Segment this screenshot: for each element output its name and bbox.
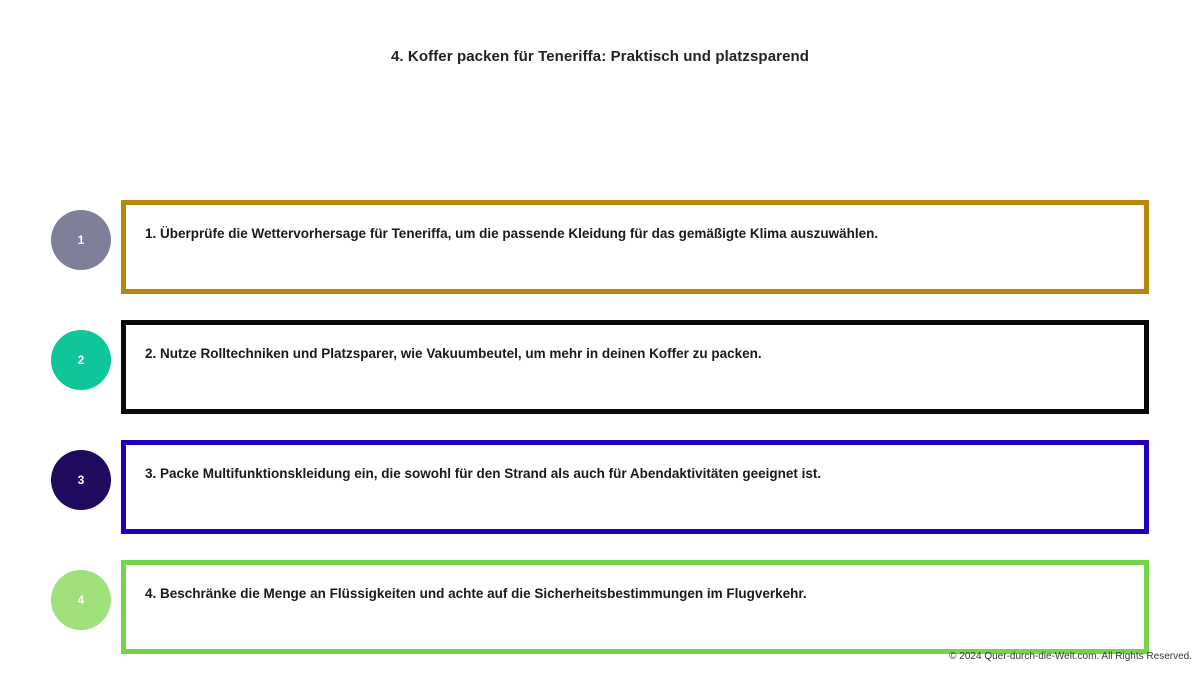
step-text: 2. Nutze Rolltechniken und Platzsparer, wie Vakuumbeutel, um mehr in deinen Koffer zu packen.: [145, 346, 762, 361]
step-box: [121, 320, 1149, 414]
step-number-label: 4: [77, 593, 85, 607]
step-text: 1. Überprüfe die Wettervorhersage für Teneriffa, um die passende Kleidung für das gemäßigte Klima auszuwählen.: [145, 226, 879, 241]
step-row: [0, 440, 1200, 560]
step-box: [121, 560, 1149, 654]
step-box: [121, 200, 1149, 294]
step-text: 4. Beschränke die Menge an Flüssigkeiten und achte auf die Sicherheitsbestimmungen im Flugverkehr.: [145, 586, 807, 601]
page-title: 4. Koffer packen für Teneriffa: Praktisch und platzsparend: [390, 48, 810, 65]
step-number-label: 2: [77, 353, 85, 367]
step-number-label: 1: [77, 233, 85, 247]
steps-list: [0, 200, 1200, 680]
copyright-footer: © 2024 Quer-durch-die-Welt.com. All Rights Reserved.: [949, 651, 1192, 662]
step-number-badge: [51, 210, 111, 270]
step-text: 3. Packe Multifunktionskleidung ein, die sowohl für den Strand als auch für Abendaktivitäten geeignet ist.: [145, 466, 822, 481]
step-number-label: 3: [77, 473, 85, 487]
step-row: [0, 320, 1200, 440]
step-row: [0, 560, 1200, 680]
step-number-badge: [51, 450, 111, 510]
step-number-badge: [51, 570, 111, 630]
step-number-badge: [51, 330, 111, 390]
step-box: [121, 440, 1149, 534]
step-row: [0, 200, 1200, 320]
